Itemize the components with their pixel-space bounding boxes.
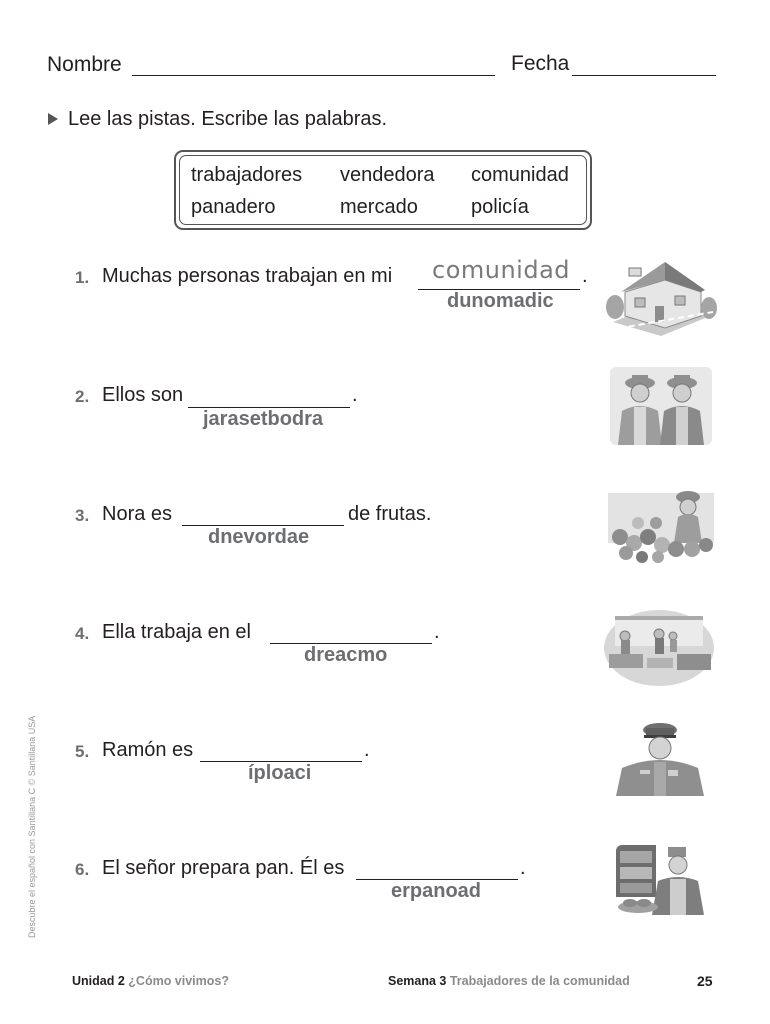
question-text-after: . [520, 857, 526, 879]
question-number: 2. [75, 387, 90, 406]
word-bank [174, 150, 592, 230]
question-text: Ella trabaja en el [102, 621, 251, 643]
question-number: 4. [75, 624, 90, 643]
footer-week-title: Trabajadores de la comunidad [449, 974, 630, 988]
footer-unit-label: Unidad 2 [72, 974, 125, 988]
name-field[interactable] [132, 75, 495, 76]
scrambled-word: dunomadic [447, 290, 554, 312]
question-number: 3. [75, 506, 90, 525]
date-field[interactable] [572, 75, 716, 76]
instruction-text: Lee las pistas. Escribe las palabras. [68, 108, 388, 130]
question-text: El señor prepara pan. Él es [102, 857, 345, 879]
page-number: 25 [697, 973, 713, 989]
question-text-after: de frutas. [348, 503, 432, 525]
scrambled-word: jarasetbodra [203, 408, 324, 430]
word-bank-item: panadero [191, 196, 276, 218]
workers-illustration [610, 367, 712, 445]
community-house-illustration [605, 252, 717, 338]
name-label: Nombre [47, 53, 122, 76]
question-text-after: . [364, 739, 370, 761]
question-number: 6. [75, 860, 90, 879]
question-text-after: . [352, 384, 358, 406]
question-text-after: . [434, 621, 440, 643]
word-bank-item: policía [471, 196, 529, 218]
word-bank-item: comunidad [471, 164, 569, 186]
scrambled-word: dreacmo [304, 644, 388, 666]
word-bank-item: vendedora [340, 164, 435, 186]
question-text: Muchas personas trabajan en mi [102, 265, 393, 287]
date-label: Fecha [511, 52, 570, 75]
fruit-seller-illustration [608, 487, 714, 563]
scrambled-word: íploaci [248, 762, 312, 784]
question-text: Nora es [102, 503, 173, 525]
scrambled-word: dnevordae [208, 526, 310, 548]
word-bank-item: trabajadores [191, 164, 303, 186]
footer-unit-title: ¿Cómo vivimos? [128, 974, 229, 988]
copyright-side-text: Descubre el español con Santillana C © Santillana USA [27, 715, 37, 938]
question-number: 1. [75, 268, 90, 287]
market-illustration [603, 602, 715, 686]
question-text: Ellos son [102, 384, 184, 406]
police-officer-illustration [608, 722, 712, 796]
footer-week [388, 974, 630, 988]
scrambled-word: erpanoad [391, 880, 482, 902]
footer-week-label: Semana 3 [388, 974, 447, 988]
word-bank-item: mercado [340, 196, 418, 218]
baker-illustration [616, 845, 708, 915]
handwritten-answer: comunidad [432, 256, 571, 284]
question-text: Ramón es [102, 739, 194, 761]
question-text-after: . [582, 265, 588, 287]
question-number: 5. [75, 742, 90, 761]
triangle-bullet-icon [48, 113, 58, 125]
footer-unit [72, 974, 229, 988]
